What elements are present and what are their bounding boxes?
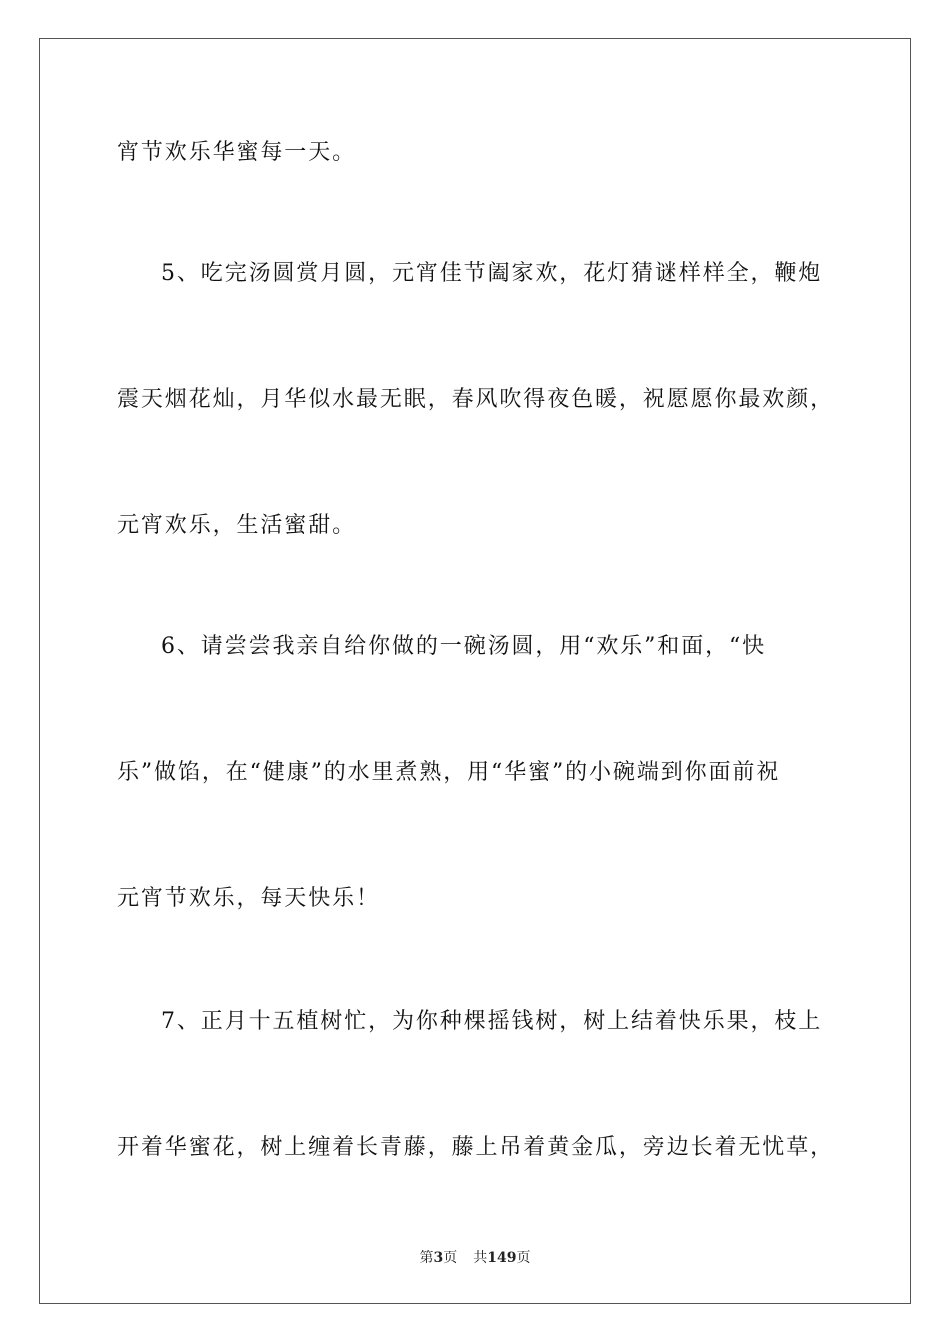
paragraph-line: 开着华蜜花，树上缠着长青藤，藤上吊着黄金瓜，旁边长着无忧草，: [117, 1135, 835, 1160]
paragraph-line: 宵节欢乐华蜜每一天。: [117, 140, 357, 165]
total-prefix: 共: [473, 1250, 488, 1266]
paragraph-line: 5、吃完汤圆赏月圆，元宵佳节阖家欢，花灯猜谜样样全，鞭炮: [161, 261, 823, 286]
paragraph-line: 元宵欢乐，生活蜜甜。: [117, 513, 357, 538]
page-number: 3: [433, 1250, 444, 1266]
page-prefix: 第: [419, 1250, 434, 1266]
paragraph-line: 乐”做馅，在“健康”的水里煮熟，用“华蜜”的小碗端到你面前祝: [117, 760, 781, 785]
paragraph-line: 6、请尝尝我亲自给你做的一碗汤圆，用“欢乐”和面，“快: [161, 634, 767, 659]
page-border: [39, 38, 911, 1304]
total-pages: 149: [487, 1250, 517, 1266]
total-suffix: 页: [516, 1250, 531, 1266]
paragraph-line: 震天烟花灿，月华似水最无眠，春风吹得夜色暖，祝愿愿你最欢颜，: [117, 387, 835, 412]
paragraph-line: 元宵节欢乐，每天快乐！: [117, 886, 380, 911]
paragraph-line: 7、正月十五植树忙，为你种棵摇钱树，树上结着快乐果，枝上: [161, 1009, 823, 1034]
page-footer: [0, 1247, 950, 1267]
page-suffix: 页: [443, 1250, 458, 1266]
